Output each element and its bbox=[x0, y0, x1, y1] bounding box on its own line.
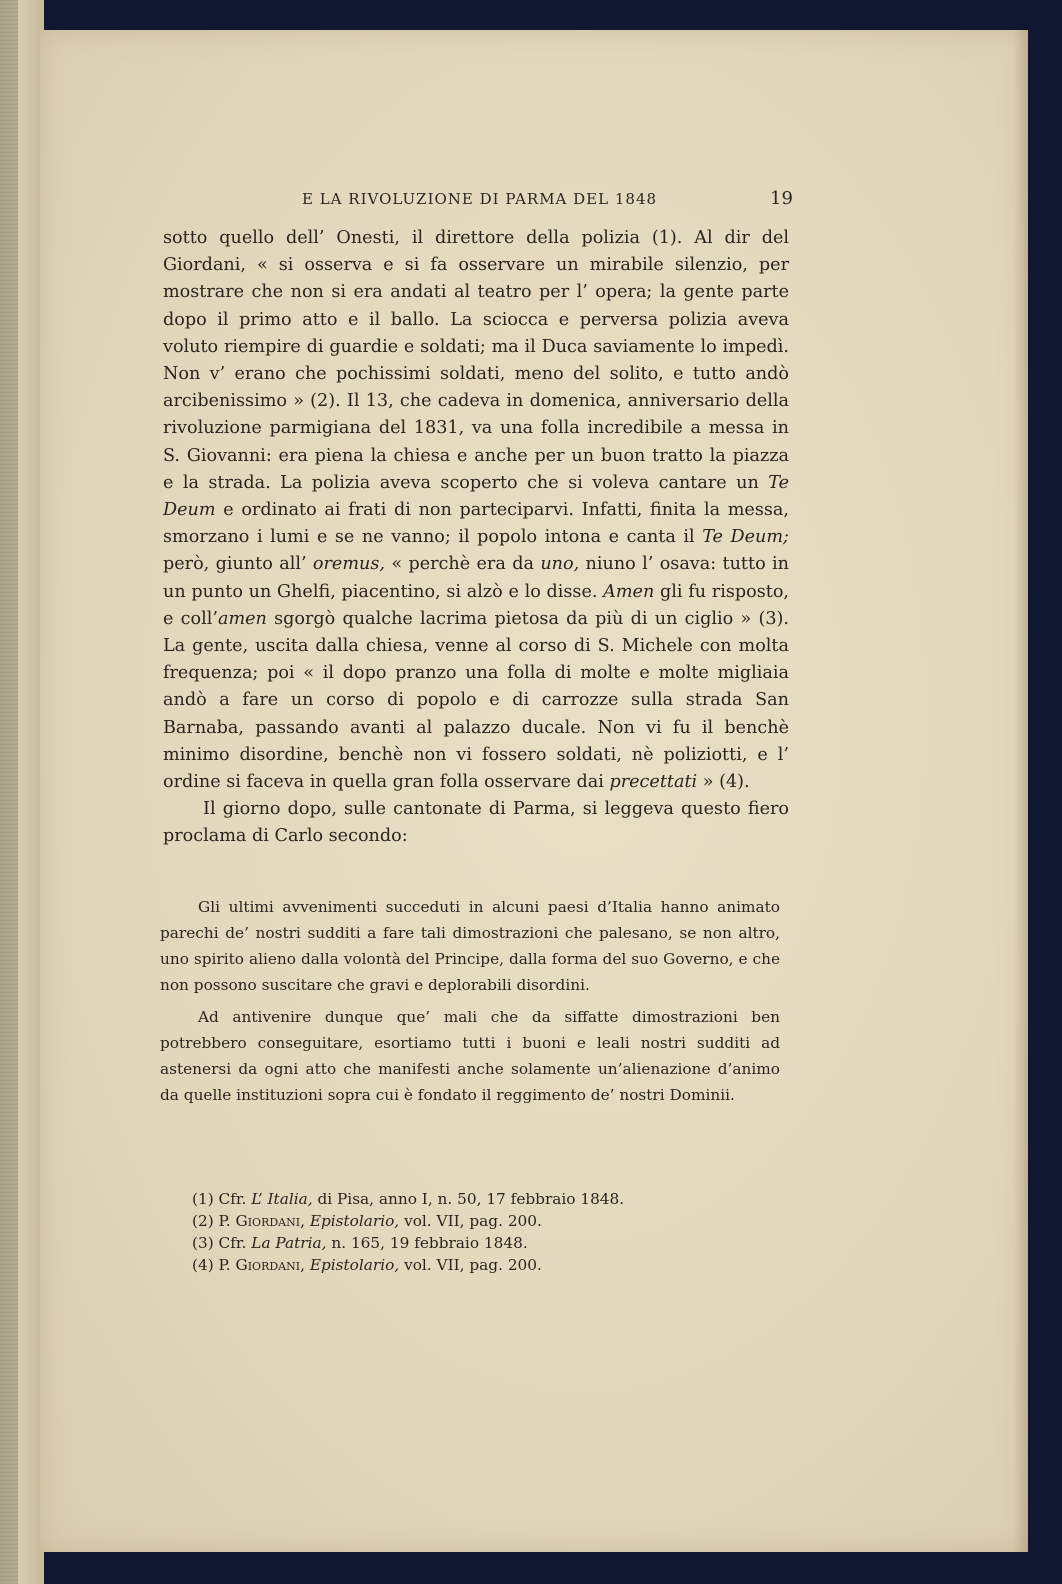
italic-run: uno, bbox=[540, 554, 580, 575]
italic-run: amen bbox=[217, 608, 267, 629]
italic-run: Te Deum bbox=[163, 472, 789, 521]
page-number: 19 bbox=[770, 188, 793, 209]
footnote-1: (1) Cfr. L’ Italia, di Pisa, anno I, n. 50, 17 febbraio 1848. bbox=[192, 1190, 625, 1208]
footnote-2: (2) P. Giordani, Epistolario, vol. VII, pag. 200. bbox=[192, 1212, 542, 1230]
text-run: e ordinato ai frati di non parteciparvi. Infatti, finita la messa, smorzano i lumi e se ne vanno; il popolo intona e canta il bbox=[163, 500, 789, 548]
paragraph-1 bbox=[163, 225, 789, 796]
italic-run: Te Deum; bbox=[702, 527, 789, 548]
text-run: però, giunto all’ bbox=[163, 554, 313, 575]
italic-run: oremus, bbox=[312, 554, 385, 575]
proclamation-quote bbox=[160, 894, 780, 1114]
text-run: gli fu risposto, e coll’ bbox=[163, 581, 790, 629]
spine-cloth-texture bbox=[0, 0, 18, 1584]
text-run: sotto quello dell’ Onesti, il direttore della polizia (1). Al dir del Giordani, « si osserva e si fa osservare un mirabile silenzio, per mostrare che non si era andati al teatro per l’ opera; la gente parte dopo il primo atto e il ballo. La sciocca e perversa polizia aveva voluto riempire di guardie e soldati; ma il Duca saviamente lo impedì. Non v’ erano che pochissimi soldati, meno del solito, e tutto andò arcibenissimo » (2). Il 13, che cadeva in domenica, anniversario della rivoluzione parmigiana del 1831, va una folla incredibile a messa in S. Giovanni: era piena la chiesa e anche per un buon tratto la piazza e la strada. La polizia aveva scoperto che si voleva cantare un bbox=[163, 228, 789, 493]
italic-run: Amen bbox=[603, 581, 655, 602]
text-run: niuno l’ osava: tutto in un punto un Ghelfi, piacentino, si alzò e lo disse. bbox=[163, 554, 789, 602]
text-run: sgorgò qualche lacrima pietosa da più di un ciglio » (3). La gente, uscita dalla chiesa, venne al corso di S. Michele con molta frequenza; poi « il dopo pranzo una folla di molte e molte migliaia andò a fare un corso di popolo e di carrozze sulla strada San Barnaba, passando avanti al palazzo ducale. Non vi fu il benchè minimo disordine, benchè non vi fossero soldati, nè poliziotti, e l’ ordine si faceva in quella gran folla osservare dai bbox=[163, 608, 790, 793]
paragraph-2: Il giorno dopo, sulle cantonate di Parma, si leggeva questo fiero proclama di Carlo secondo: bbox=[163, 799, 789, 847]
italic-run: precettati bbox=[609, 772, 698, 793]
proclamation-paragraph-2: Ad antivenire dunque que’ mali che da siffatte dimostrazioni ben potrebbero conseguitare, esortiamo tutti i buoni e leali nostri sudditi ad astenersi da ogni atto che manifesti anche solamente un’alienazione d’animo da quelle instituzioni sopra cui è fondato il reggimento de’ nostri Dominii. bbox=[160, 1008, 780, 1104]
footnotes bbox=[192, 1188, 752, 1276]
main-text bbox=[163, 225, 789, 851]
book-spine bbox=[0, 0, 44, 1584]
book-page bbox=[40, 30, 1028, 1552]
footnote-4: (4) P. Giordani, Epistolario, vol. VII, pag. 200. bbox=[192, 1256, 542, 1274]
page-edge-shadow bbox=[1014, 30, 1028, 1552]
footnote-3: (3) Cfr. La Patria, n. 165, 19 febbraio 1848. bbox=[192, 1234, 528, 1252]
text-run: » (4). bbox=[697, 772, 750, 793]
running-title: E LA RIVOLUZIONE DI PARMA DEL 1848 bbox=[302, 190, 658, 208]
text-run: « perchè era da bbox=[384, 554, 541, 575]
proclamation-paragraph-1: Gli ultimi avvenimenti succeduti in alcuni paesi d’Italia hanno animato parechi de’ nostri sudditi a fare tali dimostrazioni che palesano, se non altro, uno spirito alieno dalla volontà del Principe, dalla forma del suo Governo, e che non possono suscitare che gravi e deplorabili disordini. bbox=[160, 898, 780, 994]
